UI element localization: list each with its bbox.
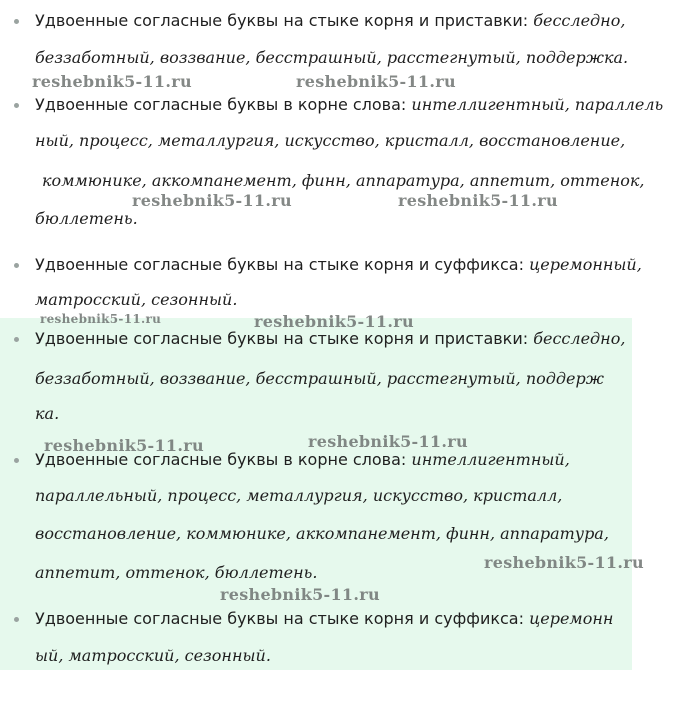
watermark: reshebnik5-11.ru bbox=[254, 312, 414, 331]
watermark: reshebnik5-11.ru bbox=[308, 432, 468, 451]
text-line: коммюнике, аккомпанемент, финн, аппаратура, аппетит, оттенок, bbox=[42, 171, 645, 190]
bullet-icon bbox=[14, 337, 19, 342]
watermark: reshebnik5-11.ru bbox=[220, 585, 380, 604]
text-line: Удвоенные согласные буквы на стыке корня и приставки: бесследно, bbox=[35, 11, 626, 30]
text-line: параллельный, процесс, металлургия, искусство, кристалл, bbox=[35, 486, 563, 505]
text-line: ка. bbox=[35, 404, 60, 423]
watermark: reshebnik5-11.ru bbox=[296, 72, 456, 91]
watermark: reshebnik5-11.ru bbox=[484, 553, 644, 572]
text-line: Удвоенные согласные буквы на стыке корня и приставки: бесследно, bbox=[35, 329, 626, 348]
text-line: ый, матросский, сезонный. bbox=[35, 646, 271, 665]
bullet-icon bbox=[14, 263, 19, 268]
bullet-icon bbox=[14, 617, 19, 622]
text-line: Удвоенные согласные буквы в корне слова: интеллигентный, bbox=[35, 450, 570, 469]
text-line: беззаботный, воззвание, бесстрашный, расстегнутый, поддерж bbox=[35, 369, 604, 388]
watermark: reshebnik5-11.ru bbox=[32, 72, 192, 91]
text-line: восстановление, коммюнике, аккомпанемент, финн, аппаратура, bbox=[35, 524, 609, 543]
bullet-icon bbox=[14, 103, 19, 108]
text-line: Удвоенные согласные буквы на стыке корня и суффикса: церемонн bbox=[35, 609, 614, 628]
text-line: Удвоенные согласные буквы в корне слова: интеллигентный, параллель bbox=[35, 95, 664, 114]
text-line: беззаботный, воззвание, бесстрашный, расстегнутый, поддержка. bbox=[35, 48, 629, 67]
watermark: reshebnik5-11.ru bbox=[398, 191, 558, 210]
bullet-icon bbox=[14, 458, 19, 463]
text-line: матросский, сезонный. bbox=[35, 290, 238, 309]
watermark: reshebnik5-11.ru bbox=[44, 436, 204, 455]
text-line: ный, процесс, металлургия, искусство, кристалл, восстановление, bbox=[35, 131, 626, 150]
text-line: Удвоенные согласные буквы на стыке корня и суффикса: церемонный, bbox=[35, 255, 642, 274]
watermark: reshebnik5-11.ru bbox=[132, 191, 292, 210]
text-line: бюллетень. bbox=[35, 209, 138, 228]
text-line: аппетит, оттенок, бюллетень. bbox=[35, 563, 318, 582]
bullet-icon bbox=[14, 19, 19, 24]
watermark: reshebnik5-11.ru bbox=[40, 312, 162, 326]
